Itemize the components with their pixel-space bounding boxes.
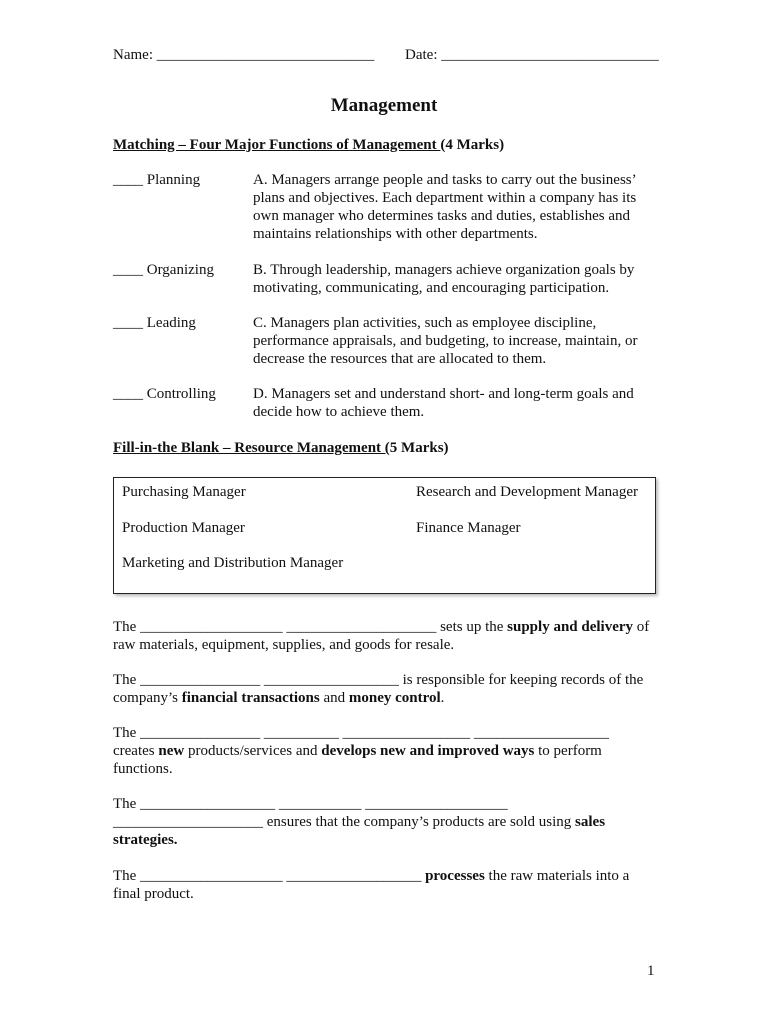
fill-blank-heading-text: Fill-in-the Blank – Resource Management ( xyxy=(113,440,390,456)
name-field-line: Name: _____________________________ xyxy=(113,47,375,63)
match-definition-a: A. Managers arrange people and tasks to carry out the business’ plans and objectives. Each department within a company has its own manager who determines tasks and duties, establishes and maintains relationships with other departments. xyxy=(253,172,637,242)
match-term-organizing: ____ Organizing xyxy=(113,262,214,278)
q3-text-end: to perform functions. xyxy=(113,743,602,777)
q2-bold-2: money control xyxy=(348,690,441,706)
q3-text: The ________________ __________ _________________ __________________ creates xyxy=(113,725,609,759)
match-definition-c: C. Managers plan activities, such as employee discipline, performance appraisals, and budgeting, to increase, maintain, or decrease the resources that are allocated to them. xyxy=(253,315,638,367)
match-term-controlling: ____ Controlling xyxy=(113,386,216,402)
q3-text-mid: products/services and xyxy=(184,743,322,759)
q2-bold-1: financial transactions xyxy=(181,690,320,706)
q3-bold-1: new xyxy=(158,743,185,759)
q2-text-mid: and xyxy=(319,690,349,706)
matching-section-heading xyxy=(113,136,504,154)
q1-bold: supply and delivery xyxy=(507,619,634,635)
fill-blank-question-5 xyxy=(113,867,653,903)
word-bank-item: Marketing and Distribution Manager xyxy=(122,555,344,571)
page-title: Management xyxy=(330,95,438,116)
word-bank-box xyxy=(113,477,656,594)
match-definition-b: B. Through leadership, managers achieve organization goals by motivating, communicating, and encouraging participation. xyxy=(253,262,635,296)
q3-bold-2: develops new and improved ways xyxy=(321,743,535,759)
fill-blank-question-4 xyxy=(113,795,653,849)
fill-blank-question-2 xyxy=(113,671,653,707)
q5-text-end: the raw materials into a final product. xyxy=(113,868,630,902)
fill-blank-section-heading xyxy=(113,439,449,457)
matching-heading-text: Matching – Four Major Functions of Management xyxy=(113,137,441,153)
q4-bold: sales strategies. xyxy=(113,814,606,848)
q5-bold: processes xyxy=(425,868,485,884)
match-term-leading: ____ Leading xyxy=(113,315,196,331)
fill-blank-question-3 xyxy=(113,724,653,778)
word-bank-item: Production Manager xyxy=(122,520,245,536)
fill-blank-question-1 xyxy=(113,618,653,654)
match-definition-d: D. Managers set and understand short- and long-term goals and decide how to achieve them. xyxy=(253,386,634,420)
match-term-planning: ____ Planning xyxy=(113,172,201,188)
page-number: 1 xyxy=(647,963,655,979)
q4-text: The __________________ ___________ ___________________ ____________________ ensures that the company’s products are sold using xyxy=(113,796,576,830)
matching-heading-marks: (4 Marks) xyxy=(440,137,505,153)
q1-text-end: of raw materials, equipment, supplies, and goods for resale. xyxy=(113,619,650,653)
q2-text-end: . xyxy=(440,690,445,706)
word-bank-item: Research and Development Manager xyxy=(416,484,638,500)
word-bank-item: Finance Manager xyxy=(416,520,521,536)
q2-text: The ________________ __________________ is responsible for keeping records of the company’s xyxy=(113,672,644,706)
date-field-line: Date: _____________________________ xyxy=(405,47,659,63)
q1-text: The ___________________ ____________________ sets up the xyxy=(113,619,508,635)
q5-text: The ___________________ __________________ xyxy=(113,868,426,884)
fill-blank-heading-marks: 5 Marks) xyxy=(389,440,449,456)
word-bank-item: Purchasing Manager xyxy=(122,484,246,500)
